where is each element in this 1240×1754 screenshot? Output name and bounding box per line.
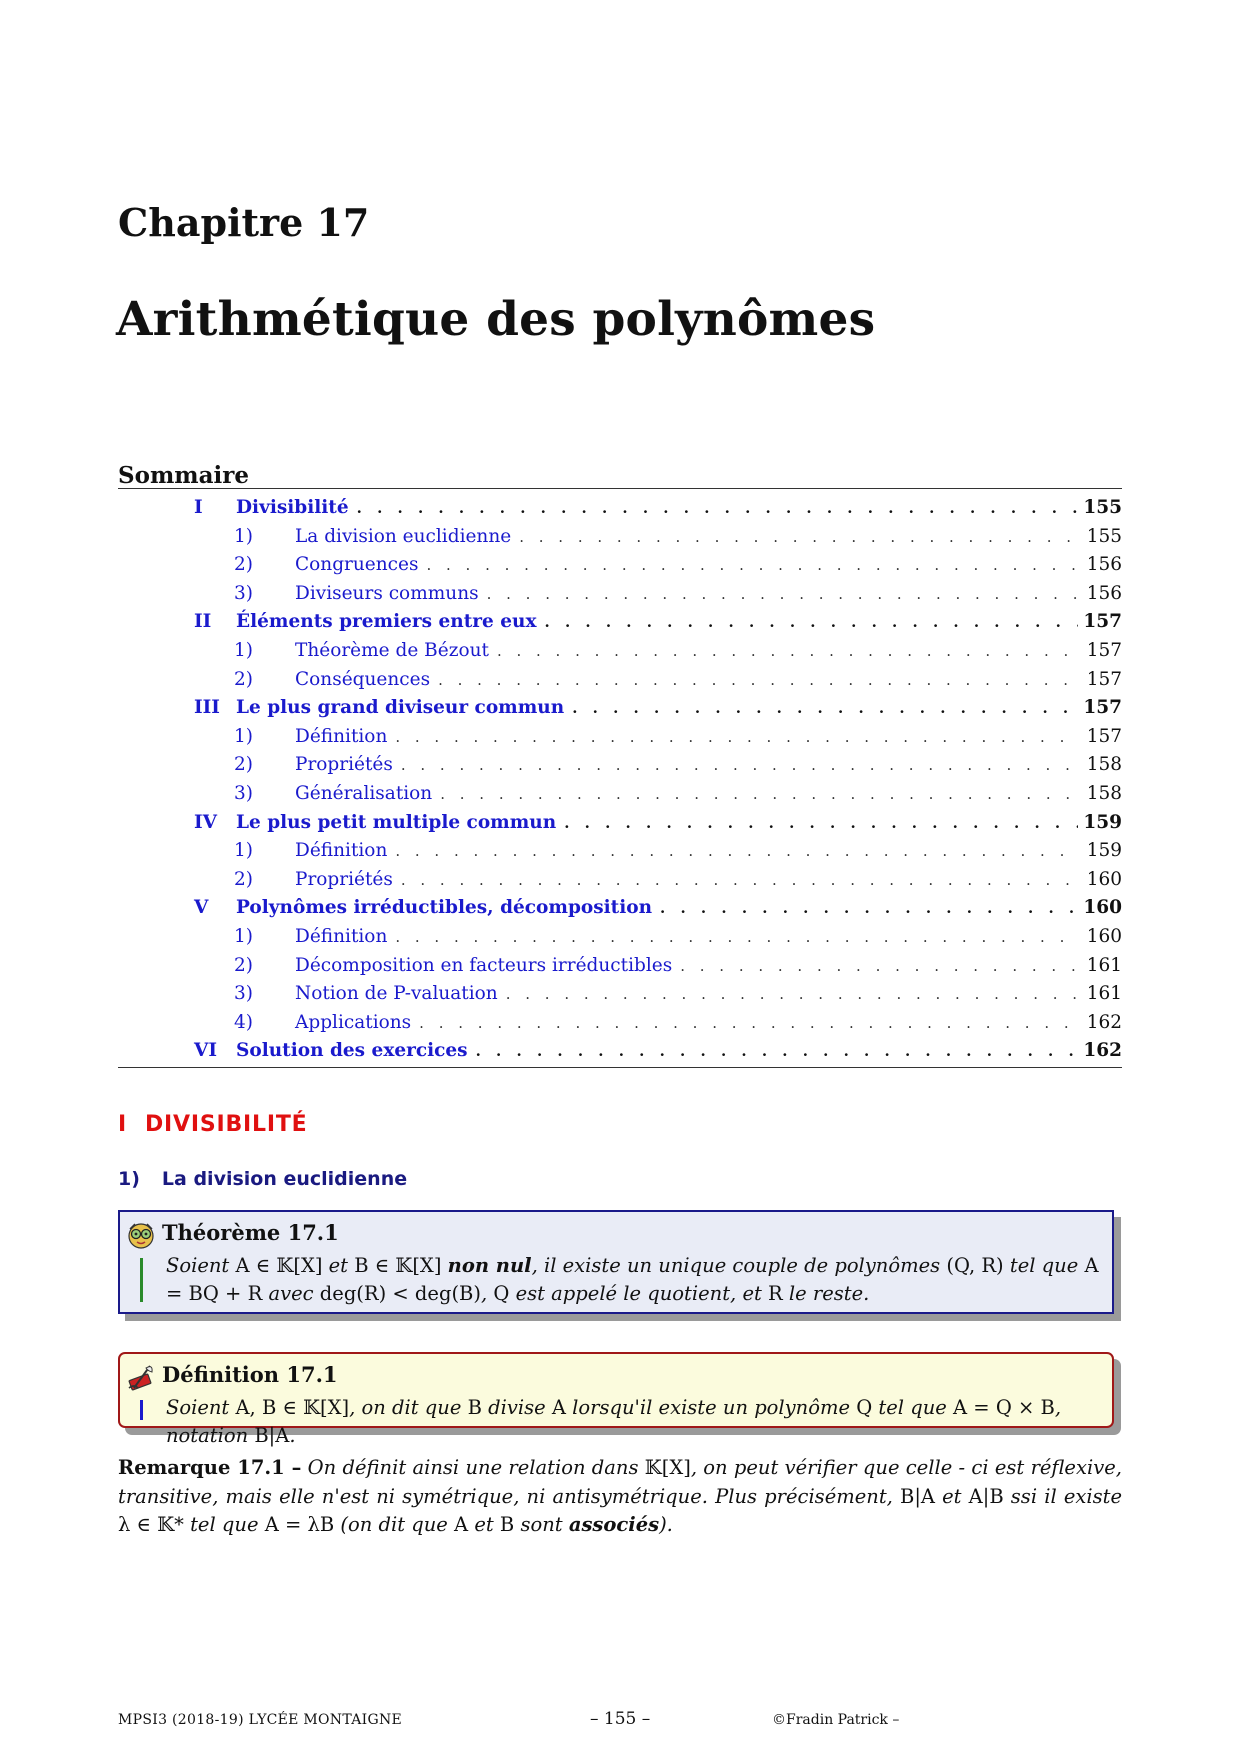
toc-entry-line: [295, 640, 1078, 661]
toc-entry[interactable]: [118, 809, 1122, 838]
toc-entry[interactable]: [118, 694, 1122, 723]
toc-entry[interactable]: [118, 580, 1122, 609]
toc-entry-title[interactable]: Applications: [295, 1011, 412, 1033]
toc-entry-title[interactable]: Diviseurs communs: [295, 582, 479, 604]
toc-entry-title[interactable]: Généralisation: [295, 782, 433, 804]
toc-entry-title[interactable]: Propriétés: [295, 868, 393, 890]
theorem-text-part: ,: [481, 1282, 494, 1305]
toc-entry[interactable]: [118, 723, 1122, 752]
theorem-bar: [140, 1258, 143, 1302]
section-title: [118, 1112, 307, 1137]
toc-entry[interactable]: [118, 780, 1122, 809]
toc-entry-number: III: [194, 697, 220, 719]
toc-entry-number: 4): [234, 1011, 253, 1033]
toc-entry-page: 158: [1086, 754, 1122, 776]
section-label: DIVISIBILITÉ: [145, 1112, 308, 1137]
math-expression: Q: [493, 1282, 510, 1305]
emphasis: associés: [568, 1513, 660, 1536]
toc-leader-dots: [660, 899, 1078, 917]
toc-entry[interactable]: [118, 523, 1122, 552]
toc-entry-title[interactable]: La division euclidienne: [295, 525, 512, 547]
toc-leader-dots: [395, 928, 1078, 946]
toc-entry-number: 1): [234, 639, 253, 661]
toc-entry-page: 159: [1086, 840, 1122, 862]
definition-title: Définition 17.1: [162, 1362, 338, 1387]
math-expression: B: [467, 1396, 482, 1419]
toc-leader-dots: [401, 871, 1078, 889]
toc-entry-page: 157: [1083, 611, 1122, 633]
remark-text-part: sont: [514, 1513, 569, 1536]
toc-entry-page: 155: [1086, 525, 1122, 547]
toc-leader-dots: [572, 699, 1078, 717]
toc-entry-number: 1): [234, 840, 253, 862]
toc-leader-dots: [487, 585, 1078, 603]
footer-author: ©Fradin Patrick –: [772, 1712, 900, 1728]
math-expression: B|A: [900, 1484, 935, 1508]
math-expression: A = λB: [264, 1513, 335, 1536]
toc-entry[interactable]: [118, 894, 1122, 923]
toc-leader-dots: [395, 842, 1078, 860]
chapter-title: Arithmétique des polynômes: [116, 292, 876, 347]
math-expression: (Q, R): [946, 1254, 1004, 1277]
definition-bar: [140, 1400, 143, 1420]
remark-text-part: On définit ainsi une relation dans: [301, 1456, 645, 1479]
toc-leader-dots: [519, 528, 1078, 546]
math-expression: R: [768, 1282, 783, 1305]
toc-heading: Sommaire: [118, 462, 250, 489]
toc-entry-line: [295, 726, 1078, 747]
toc-entry-number: 2): [234, 954, 253, 976]
math-expression: B ∈ 𝕂[X]: [354, 1254, 442, 1277]
toc-entry-line: [295, 955, 1078, 976]
toc-entry-page: 157: [1083, 697, 1122, 719]
definition-text-part: lorsqu'il existe un polynôme: [565, 1396, 857, 1419]
toc-entry-page: 158: [1086, 782, 1122, 804]
remark-text-part: et: [935, 1484, 969, 1508]
emphasis: non nul: [447, 1254, 532, 1277]
toc-entry-line: [236, 611, 1078, 632]
toc-entry-number: VI: [194, 1040, 218, 1062]
toc-entry-line: [295, 983, 1078, 1004]
toc-entry-number: 2): [234, 868, 253, 890]
toc-entry-number: II: [194, 611, 212, 633]
toc-entry-line: [295, 926, 1078, 947]
remark-text-part: (on dit que: [334, 1513, 455, 1536]
theorem-text-part: et: [322, 1254, 355, 1277]
toc-entry-line: [295, 1012, 1078, 1033]
toc-entry-number: IV: [194, 811, 218, 833]
toc-entry-number: 1): [234, 525, 253, 547]
toc-entry-number: V: [194, 897, 209, 919]
toc-entry-line: [295, 583, 1078, 604]
toc-entry-number: 2): [234, 668, 253, 690]
quill-book-icon: [126, 1362, 156, 1392]
toc-entry-title[interactable]: Polynômes irréductibles, décomposition: [236, 897, 653, 919]
remark-text-part: et: [468, 1513, 500, 1536]
math-expression: A, B ∈ 𝕂[X]: [235, 1396, 350, 1419]
definition-text-part: , notation: [166, 1396, 1062, 1447]
toc-entry-number: 1): [234, 725, 253, 747]
toc-leader-dots: [426, 556, 1078, 574]
math-expression: A|B: [968, 1484, 1004, 1508]
math-expression: A: [454, 1513, 469, 1536]
toc-entry[interactable]: [118, 1009, 1122, 1038]
theorem-text-part: , il existe un unique couple de polynômes: [531, 1254, 947, 1277]
definition-text-part: tel que: [872, 1396, 954, 1419]
toc-leader-dots: [357, 499, 1078, 517]
math-expression: λ ∈ 𝕂*: [118, 1513, 184, 1536]
toc-entry-title[interactable]: Solution des exercices: [236, 1040, 468, 1062]
toc-entry[interactable]: [118, 608, 1122, 637]
toc-entry[interactable]: [118, 980, 1122, 1009]
toc-leader-dots: [395, 728, 1078, 746]
toc-entry-line: [295, 869, 1078, 890]
toc-entry-number: 2): [234, 554, 253, 576]
toc-leader-dots: [506, 985, 1078, 1003]
toc-entry-page: 162: [1086, 1011, 1122, 1033]
toc-entry-number: 2): [234, 754, 253, 776]
toc-entry[interactable]: [118, 551, 1122, 580]
toc-entry-line: [295, 669, 1078, 690]
theorem-text-part: tel que: [1003, 1254, 1085, 1277]
page-number: – 155 –: [590, 1709, 651, 1729]
toc-leader-dots: [401, 756, 1078, 774]
table-of-contents: [118, 494, 1122, 1066]
theorem-text-part: le reste.: [782, 1282, 870, 1305]
toc-leader-dots: [419, 1014, 1078, 1032]
subsection-label: La division euclidienne: [161, 1168, 408, 1190]
math-expression: B: [499, 1513, 515, 1536]
toc-top-rule: [118, 488, 1122, 489]
subsection-title: [118, 1168, 407, 1190]
chapter-label: Chapitre 17: [118, 200, 370, 245]
toc-entry-number: 3): [234, 983, 253, 1005]
toc-entry-title[interactable]: Théorème de Bézout: [295, 639, 489, 661]
definition-box: [118, 1352, 1114, 1447]
toc-entry-number: 3): [234, 582, 253, 604]
definition-text-part: Soient: [166, 1396, 236, 1419]
toc-entry-page: 156: [1086, 582, 1122, 604]
math-expression: Q: [856, 1396, 873, 1419]
math-expression: A = BQ + R: [166, 1254, 1099, 1305]
remark-text-part: ssi il existe: [1003, 1484, 1122, 1508]
toc-entry-page: 160: [1086, 868, 1122, 890]
toc-entry-page: 157: [1086, 668, 1122, 690]
section-number: I: [118, 1112, 127, 1137]
toc-entry-line: [295, 754, 1078, 775]
toc-entry-line: [236, 497, 1078, 518]
toc-entry-page: 155: [1083, 497, 1122, 518]
toc-entry-title[interactable]: Le plus petit multiple commun: [236, 811, 557, 833]
remark-paragraph: [118, 1454, 1122, 1540]
toc-entry-title[interactable]: Décomposition en facteurs irréductibles: [295, 954, 673, 976]
toc-entry-number: 1): [234, 925, 253, 947]
toc-leader-dots: [497, 642, 1078, 660]
toc-leader-dots: [564, 814, 1078, 832]
toc-entry-line: [295, 554, 1078, 575]
toc-leader-dots: [680, 957, 1078, 975]
toc-entry[interactable]: [118, 494, 1122, 523]
toc-entry-page: 157: [1086, 725, 1122, 747]
toc-leader-dots: [440, 785, 1078, 803]
remark-text-part: ).: [659, 1513, 673, 1536]
toc-entry-title[interactable]: Le plus grand diviseur commun: [236, 697, 565, 719]
definition-text: [166, 1394, 1101, 1450]
math-expression: 𝕂[X]: [644, 1456, 691, 1479]
definition-text-part: .: [289, 1424, 296, 1447]
math-expression: deg(R) < deg(B): [319, 1282, 481, 1305]
subsection-number: 1): [118, 1168, 140, 1190]
toc-leader-dots: [545, 613, 1079, 631]
definition-text-part: divise: [481, 1396, 552, 1419]
math-expression: A: [551, 1396, 566, 1419]
toc-entry-title[interactable]: Congruences: [295, 554, 419, 576]
toc-entry-line: [295, 840, 1078, 861]
toc-leader-dots: [438, 671, 1078, 689]
math-expression: A ∈ 𝕂[X]: [235, 1254, 323, 1277]
toc-entry[interactable]: [118, 952, 1122, 981]
theorem-text-part: avec: [262, 1282, 320, 1305]
toc-entry-title[interactable]: Notion de P-valuation: [295, 983, 498, 1005]
toc-entry-page: 159: [1083, 811, 1122, 833]
theorem-title: Théorème 17.1: [162, 1220, 339, 1245]
toc-entry[interactable]: [118, 637, 1122, 666]
toc-entry[interactable]: [118, 923, 1122, 952]
toc-entry-title[interactable]: Propriétés: [295, 754, 393, 776]
remark-title: Remarque 17.1 –: [118, 1456, 302, 1479]
toc-entry[interactable]: [118, 1037, 1122, 1066]
theorem-text-part: Soient: [166, 1254, 236, 1277]
toc-entry-title[interactable]: Définition: [295, 725, 388, 747]
remark-text-part: tel que: [183, 1513, 265, 1536]
toc-entry-title[interactable]: Éléments premiers entre eux: [236, 611, 537, 633]
toc-entry-line: [236, 812, 1078, 833]
toc-entry-page: 161: [1086, 983, 1122, 1005]
toc-entry[interactable]: [118, 837, 1122, 866]
footer-course: MPSI3 (2018-19) LYCÉE MONTAIGNE: [118, 1712, 403, 1728]
definition-text-part: , on dit que: [349, 1396, 468, 1419]
toc-entry-line: [295, 526, 1078, 547]
toc-entry-line: [236, 1040, 1078, 1061]
toc-entry-title[interactable]: Conséquences: [295, 668, 431, 690]
toc-entry-title[interactable]: Divisibilité: [236, 497, 349, 518]
toc-entry-number: 3): [234, 782, 253, 804]
owl-icon: [126, 1220, 156, 1250]
toc-entry-page: 156: [1086, 554, 1122, 576]
toc-entry[interactable]: [118, 866, 1122, 895]
theorem-text: [166, 1252, 1101, 1308]
toc-entry-page: 162: [1083, 1040, 1122, 1062]
toc-entry-page: 157: [1086, 639, 1122, 661]
math-expression: A = Q × B: [953, 1396, 1055, 1419]
remark-text-part: , on peut vérifier que celle - ci est réflexive, transitive, mais elle n'est ni symétrique, ni antisymétrique. Plus précisément,: [118, 1456, 1122, 1508]
toc-entry-line: [295, 783, 1078, 804]
toc-entry-line: [236, 697, 1078, 718]
toc-bottom-rule: [118, 1067, 1122, 1068]
toc-leader-dots: [476, 1042, 1078, 1060]
toc-entry[interactable]: [118, 751, 1122, 780]
toc-entry-line: [236, 897, 1078, 918]
toc-entry-page: 161: [1086, 954, 1122, 976]
toc-entry-title[interactable]: Définition: [295, 925, 388, 947]
toc-entry-number: I: [194, 497, 203, 518]
toc-entry-page: 160: [1086, 925, 1122, 947]
theorem-box: [118, 1210, 1114, 1314]
math-expression: B|A: [254, 1424, 290, 1447]
toc-entry[interactable]: [118, 666, 1122, 695]
theorem-text-part: est appelé le quotient, et: [509, 1282, 769, 1305]
toc-entry-title[interactable]: Définition: [295, 840, 388, 862]
toc-entry-page: 160: [1083, 897, 1122, 919]
